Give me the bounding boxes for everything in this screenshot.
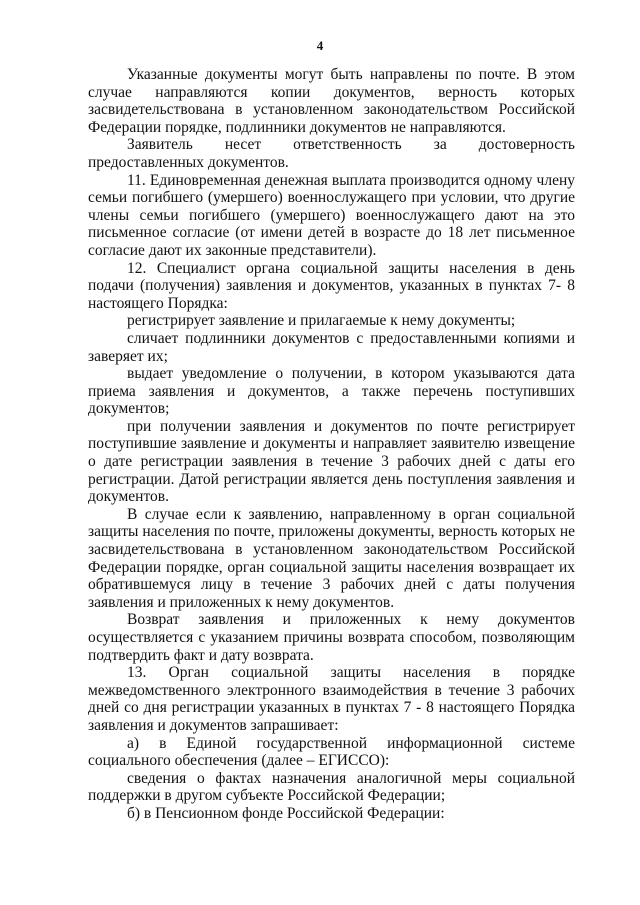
paragraph-applicant-responsibility: Заявитель несет ответственность за достоверность предоставленных документов. [88,136,575,171]
paragraph-documents-by-mail: Указанные документы могут быть направлены по почте. В этом случае направляются копии документов, верность которых засвидетельствована в установленном законодательством Российской Федерации порядке, подлинники документов не направляются. [88,66,575,136]
document-body [88,66,575,823]
paragraph-clause-13: 13. Орган социальной защиты населения в порядке межведомственного электронного взаимодействия в течение 3 рабочих дней со дня регистрации указанных в пунктах 7 - 8 настоящего Порядка заявления и документов запрашивает: [88,664,575,734]
paragraph-registers-application: регистрирует заявление и прилагаемые к нему документы; [127,312,516,330]
paragraph-similar-support-facts: сведения о фактах назначения аналогичной меры социальной поддержки в другом субъекте Российской Федерации; [88,769,575,805]
paragraph-mail-registration: при получении заявления и документов по почте регистрирует поступившие заявление и документы и направляет заявителю извещение о дате регистрации заявления в течение 3 рабочих дней с даты его регистрации. Датой регистрации является день поступления заявления и документов. [88,417,575,506]
paragraph-item-b-pension-fund: б) в Пенсионном фонде Российской Федерации: [127,804,445,822]
paragraph-return-of-documents: Возврат заявления и приложенных к нему документов осуществляется с указанием причины возврата способом, позволяющим подтвердить факт и дату возврата. [88,611,575,664]
paragraph-item-a-egisso: а) в Единой государственной информационной системе социального обеспечения (далее – ЕГИССО): [88,734,575,770]
paragraph-clause-11: 11. Единовременная денежная выплата производится одному члену семьи погибшего (умершего) военнослужащего при условии, что другие члены семьи погибшего (умершего) военнослужащего дают на это письменное согласие (от имени детей в возрасте до 18 лет письменное согласие дают их законные представители). [88,171,575,259]
paragraph-uncertified-documents: В случае если к заявлению, направленному в орган социальной защиты населения по почте, приложены документы, верность которых не засвидетельствована в установленном законодательством Российской Федерации порядке, орган социальной защиты населения возвращает их обратившемуся лицу в течение 3 рабочих дней с даты получения заявления и приложенных к нему документов. [88,505,575,611]
paragraph-clause-12: 12. Специалист органа социальной защиты населения в день подачи (получения) заявления и документов, указанных в пунктах 7- 8 настоящего Порядка: [88,259,575,312]
page-number: 4 [316,38,324,53]
paragraph-issues-notice: выдает уведомление о получении, в котором указываются дата приема заявления и документов, а также перечень поступивших документов; [88,365,575,418]
paragraph-compares-originals: сличает подлинники документов с предоставленными копиями и заверяет их; [88,329,575,365]
